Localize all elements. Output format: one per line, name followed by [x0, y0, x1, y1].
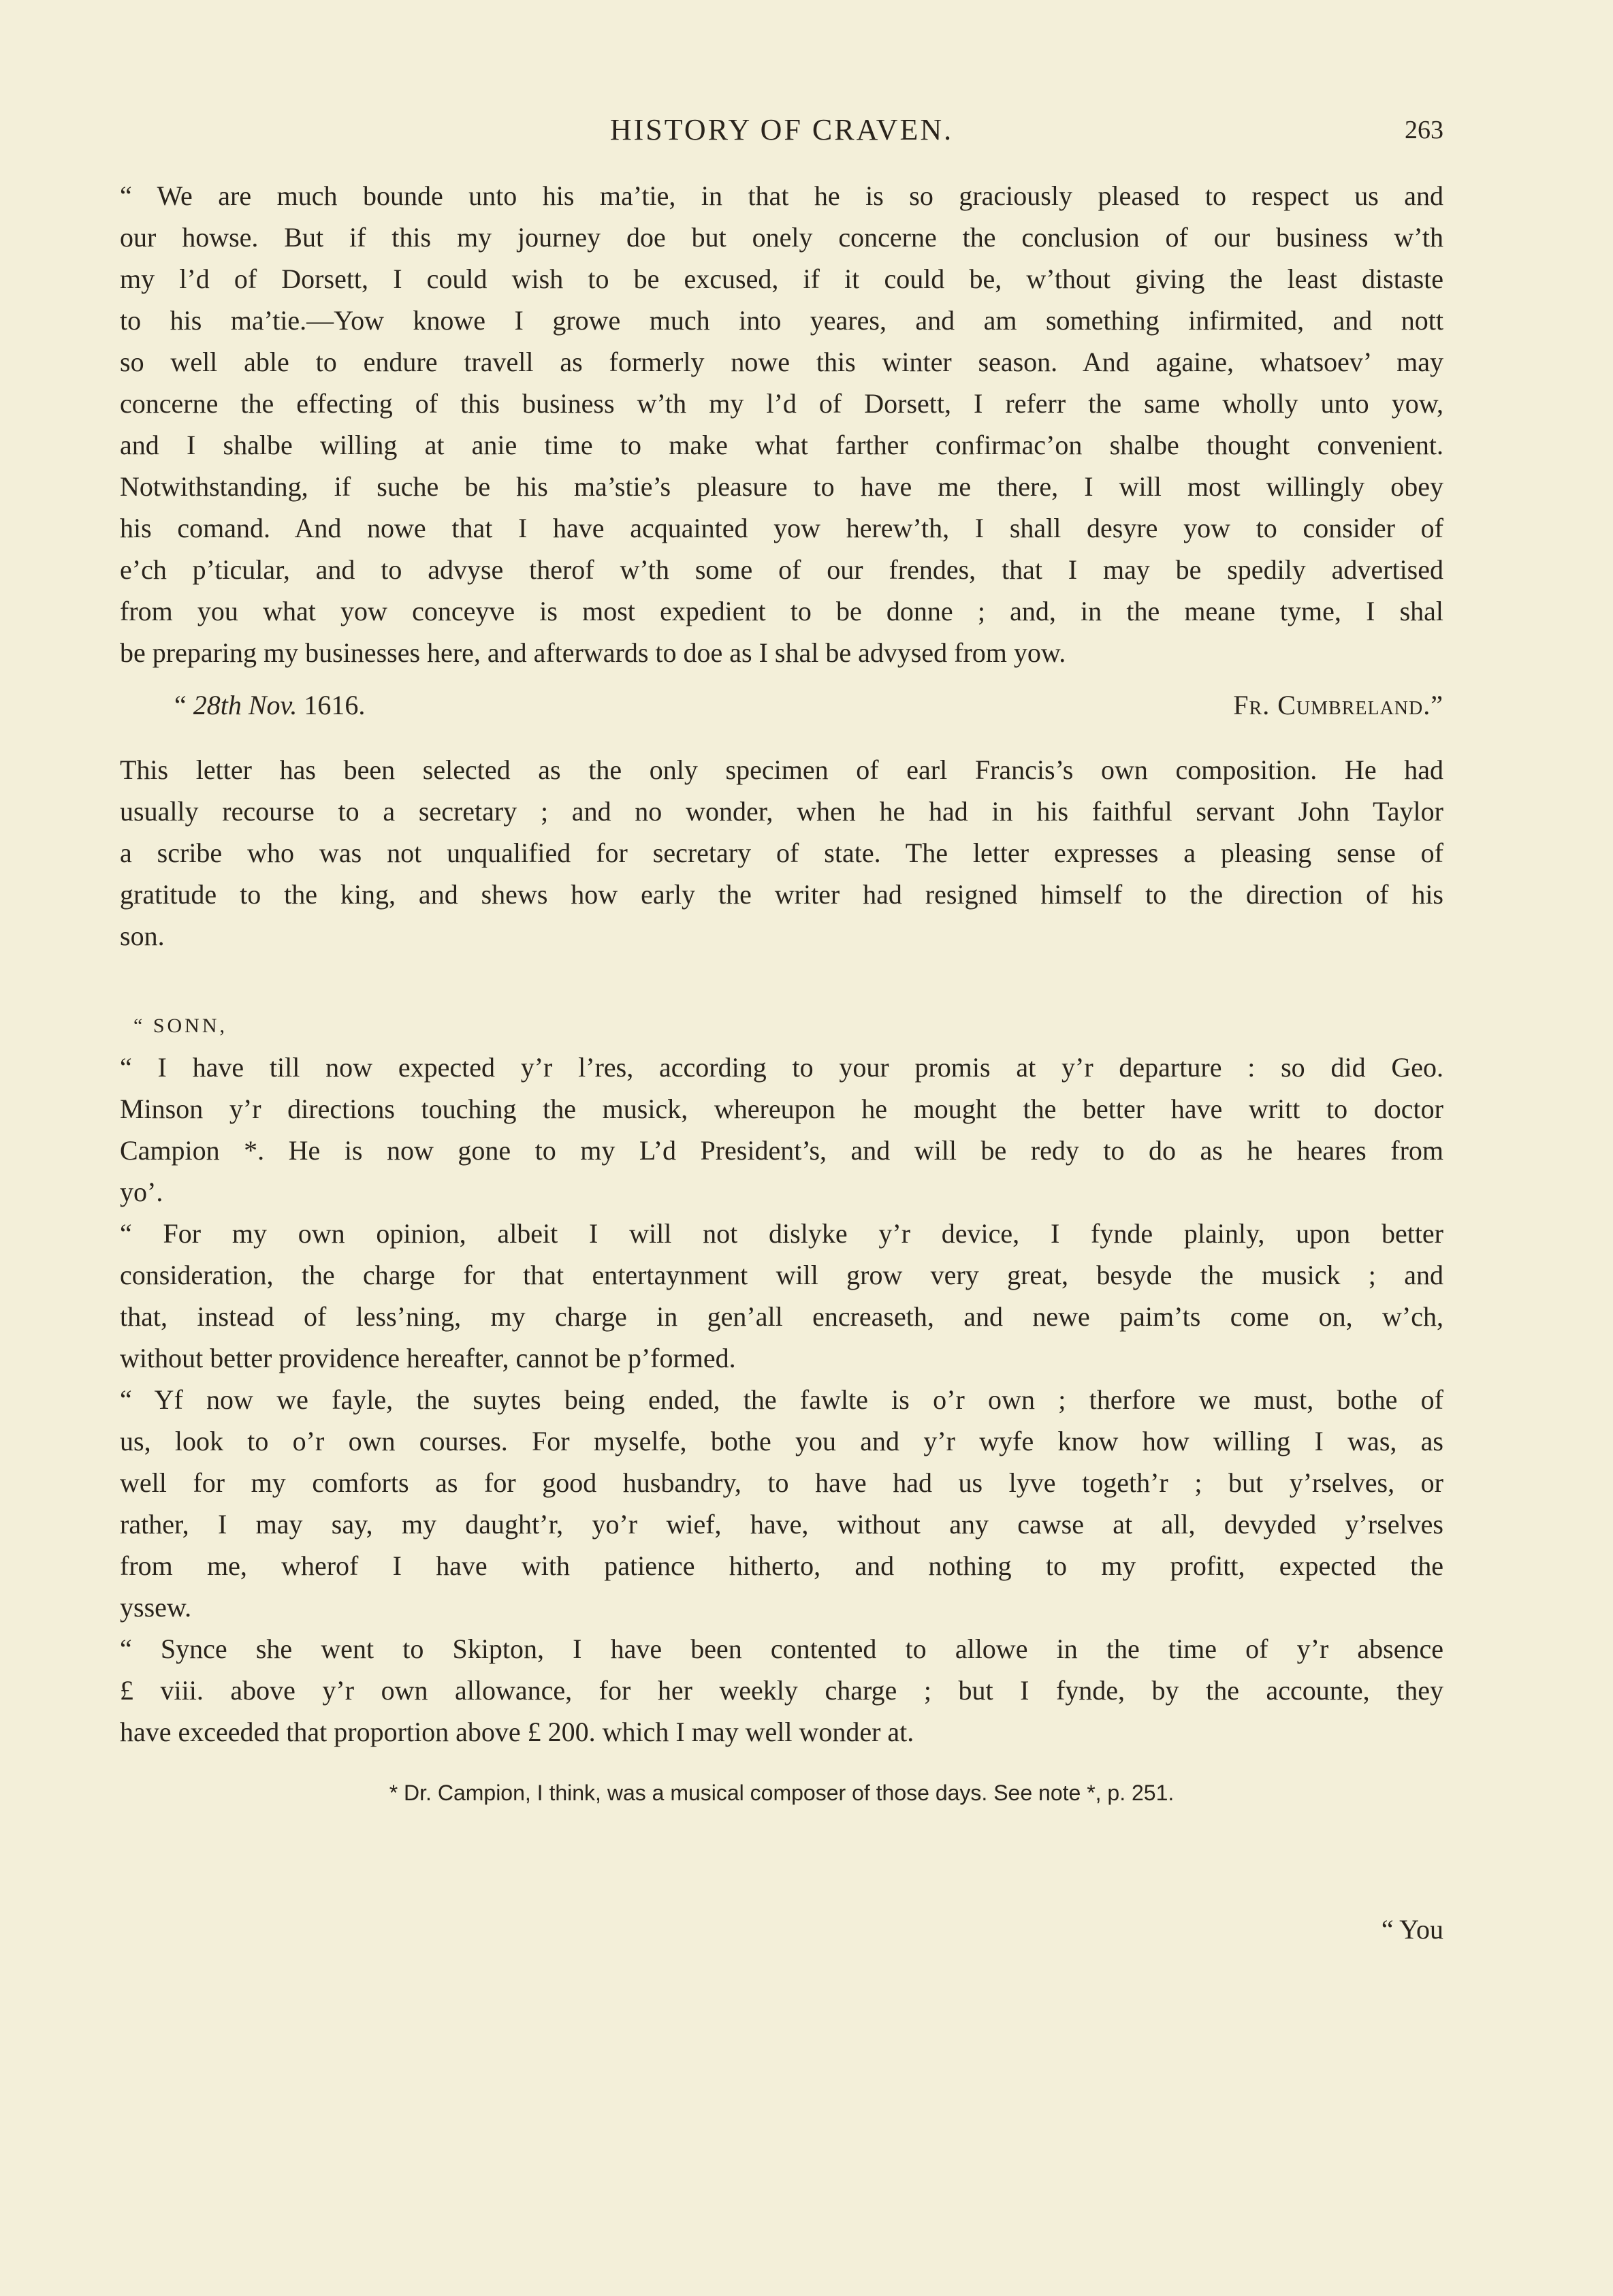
narrative-paragraph [120, 749, 1443, 957]
text-line: Notwithstanding, if suche be his ma’stie’s pleasure to have me there, I will most willingly obey [120, 471, 1443, 502]
text-line: without better providence hereafter, cannot be p’formed. [120, 1343, 736, 1373]
text-line: Campion *. He is now gone to my L’d President’s, and will be redy to do as he heares from [120, 1135, 1443, 1166]
letter-two-salutation: “ SONN, [133, 1015, 227, 1037]
text-line: gratitude to the king, and shews how early the writer had resigned himself to the direction of his [120, 879, 1443, 910]
running-head [120, 112, 1443, 153]
letter-date [174, 689, 365, 721]
text-line: “ Yf now we fayle, the suytes being ended, the fawlte is o’r own ; therfore we must, bothe of [120, 1384, 1443, 1415]
text-line: that, instead of less’ning, my charge in gen’all encreaseth, and newe paim’ts come on, w’ch, [120, 1301, 1443, 1332]
text-line: from you what yow conceyve is most expedient to be donne ; and, in the meane tyme, I shal [120, 596, 1443, 626]
text-line: Minson y’r directions touching the musick, whereupon he mought the better have writt to doctor [120, 1094, 1443, 1124]
text-line: This letter has been selected as the only specimen of earl Francis’s own composition. He had [120, 754, 1443, 785]
text-line: “ I have till now expected y’r l’res, according to your promis at y’r departure : so did Geo. [120, 1052, 1443, 1083]
text-line: consideration, the charge for that entertaynment will grow very great, besyde the musick ; and [120, 1260, 1443, 1290]
letter-one-closing [120, 689, 1443, 730]
text-line: rather, I may say, my daught’r, yo’r wief, have, without any cawse at all, devyded y’rselves [120, 1509, 1443, 1540]
text-line: a scribe who was not unqualified for secretary of state. The letter expresses a pleasing sense of [120, 838, 1443, 868]
date-quote-mark: “ [174, 690, 193, 720]
letter-signature: Fr. Cumbreland.” [1233, 690, 1443, 720]
letter-paragraph [120, 1628, 1443, 1753]
text-line: usually recourse to a secretary ; and no wonder, when he had in his faithful servant John Taylor [120, 796, 1443, 827]
text-line: from me, wherof I have with patience hitherto, and nothing to my profitt, expected the [120, 1550, 1443, 1581]
footnote: * Dr. Campion, I think, was a musical composer of those days. See note *, p. 251. [389, 1781, 1175, 1805]
text-line: his comand. And nowe that I have acquainted yow herew’th, I shall desyre yow to consider of [120, 513, 1443, 543]
text-line: “ Synce she went to Skipton, I have been contented to allowe in the time of y’r absence [120, 1633, 1443, 1664]
letter-paragraph [120, 1047, 1443, 1213]
letter-paragraph [120, 1379, 1443, 1628]
text-line: yo’. [120, 1177, 163, 1207]
date-year: 1616. [297, 690, 366, 720]
text-line: so well able to endure travell as formerly nowe this winter season. And againe, whatsoev’ may [120, 347, 1443, 377]
text-line: son. [120, 921, 165, 951]
text-line: my l’d of Dorsett, I could wish to be excused, if it could be, w’thout giving the least distaste [120, 264, 1443, 294]
text-line: “ We are much bounde unto his ma’tie, in that he is so graciously pleased to respect us and [120, 180, 1443, 211]
letter-one-body [120, 175, 1443, 673]
letter-two-body [120, 1047, 1443, 1753]
text-line: yssew. [120, 1592, 192, 1623]
text-line: £ viii. above y’r own allowance, for her weekly charge ; but I fynde, by the accounte, they [120, 1675, 1443, 1706]
letter-paragraph [120, 1213, 1443, 1379]
text-line: to his ma’tie.—Yow knowe I growe much into yeares, and am something infirmited, and nott [120, 305, 1443, 336]
text-line: concerne the effecting of this business w’th my l’d of Dorsett, I referr the same wholly unto yow, [120, 388, 1443, 419]
catchword: “ You [1381, 1914, 1443, 1945]
running-title: HISTORY OF CRAVEN. [609, 113, 954, 146]
text-line: have exceeded that proportion above £ 200. which I may well wonder at. [120, 1717, 914, 1747]
text-line: be preparing my businesses here, and afterwards to doe as I shal be advysed from yow. [120, 637, 1066, 668]
text-line: well for my comforts as for good husbandry, to have had us lyve togeth’r ; but y’rselves, or [120, 1467, 1443, 1498]
text-line: “ For my own opinion, albeit I will not dislyke y’r device, I fynde plainly, upon better [120, 1218, 1443, 1249]
text-line: us, look to o’r own courses. For myselfe, bothe you and y’r wyfe know how willing I was, as [120, 1426, 1443, 1456]
page-number: 263 [1405, 116, 1443, 144]
text-line: and I shalbe willing at anie time to make what farther confirmac’on shalbe thought convenient. [120, 430, 1443, 460]
text-line: our howse. But if this my journey doe but onely concerne the conclusion of our business w’th [120, 222, 1443, 253]
date-day-month: 28th Nov. [193, 690, 298, 720]
text-line: e’ch p’ticular, and to advyse therof w’th some of our frendes, that I may be spedily advertised [120, 554, 1443, 585]
